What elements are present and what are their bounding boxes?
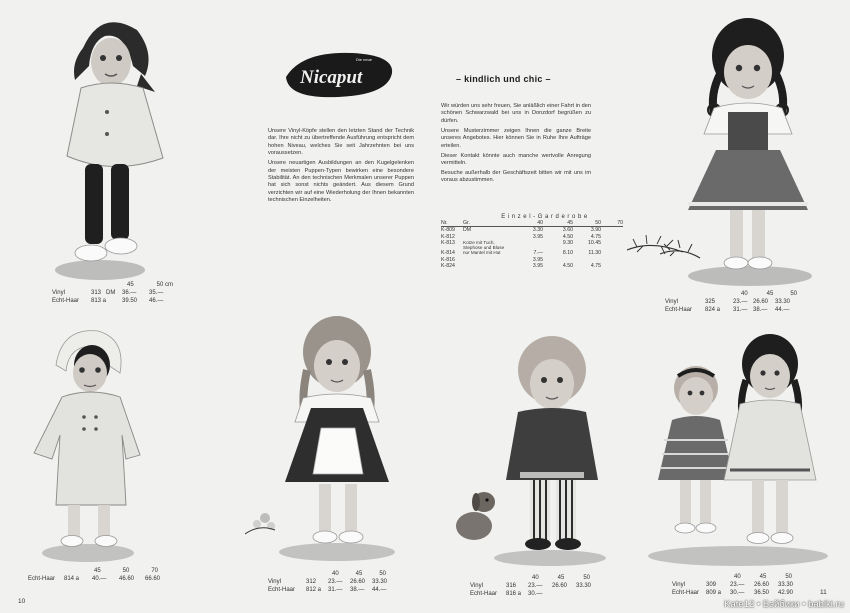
size-label: 50 <box>122 568 130 574</box>
table-header-cell: Gr. <box>463 220 513 227</box>
paragraph: Unsere neuartigen Ausbildungen an den Kugelgelenken der meisten Puppen-Typen bewirken eine besondere Stabilität. An den technischen Merkmalen unserer Puppen hat sich sonst nichts geändert. Aus diesem Grund verzichten wir auf eine Wiederholung der Ihnen bekannten technischen Einzelheiten. <box>268 160 414 204</box>
price-value: 35.— <box>149 290 164 296</box>
paragraph: Unsere Musterzimmer zeigen Ihnen die ganze Breite unseres Angebotes. Hier können Sie in Ruhe Ihre Aufträge erteilen. <box>441 127 591 149</box>
table-cell: 9.30 <box>562 240 573 247</box>
intro-text-left <box>268 128 414 207</box>
table-cell: 4.75 <box>590 233 601 240</box>
table-cell: 3.95 <box>532 256 543 263</box>
table-row <box>441 240 623 250</box>
price-value: 23.— <box>730 582 745 588</box>
price-value: 38.— <box>350 587 365 593</box>
table-cell: 4.50 <box>562 263 573 270</box>
table-header-cell: 70 <box>601 220 623 227</box>
table-cell <box>601 263 623 269</box>
size-label: 45 <box>557 575 565 581</box>
price-value: 66.60 <box>145 576 161 582</box>
table-header-cell: Nr. <box>441 220 463 227</box>
price-value: 46.60 <box>119 576 135 582</box>
price-value: 23.— <box>328 579 343 585</box>
price-number: 816 a <box>506 591 522 597</box>
table-cell: 4.50 <box>562 233 573 240</box>
size-label: 50 cm <box>156 282 174 288</box>
price-value: 44.— <box>775 307 790 313</box>
size-label: 50 <box>583 575 591 581</box>
price-value: 44.— <box>372 587 387 593</box>
garderobe-table <box>441 214 626 269</box>
garderobe-title: Einzel-Garderobe <box>501 214 590 220</box>
price-type: Vinyl <box>470 583 483 589</box>
table-cell <box>513 240 543 250</box>
price-value: 33.30 <box>576 583 592 589</box>
brand-logo <box>282 47 395 101</box>
price-value: 46.— <box>149 298 164 304</box>
table-cell: K-812 <box>441 233 455 240</box>
price-row <box>665 298 797 306</box>
price-value: 31.— <box>328 587 343 593</box>
price-size-row <box>672 573 793 581</box>
table-header-cell: 40 <box>513 220 543 227</box>
price-value: 30.— <box>528 591 543 597</box>
price-row <box>28 575 160 583</box>
price-type: Vinyl <box>672 582 685 588</box>
price-row <box>470 582 591 590</box>
price-row <box>665 306 797 314</box>
price-row <box>52 289 173 297</box>
size-label: 70 <box>151 568 159 574</box>
intro-text-right <box>441 103 591 187</box>
table-cell: K-809 <box>441 227 455 234</box>
table-cell: 3.95 <box>532 263 543 270</box>
price-type: Echt-Haar <box>28 576 56 582</box>
price-value: 23.— <box>733 299 748 305</box>
table-cell: 11.30 <box>588 250 601 257</box>
table-header-row <box>441 220 623 227</box>
twig-decoration <box>625 230 685 260</box>
size-label: 45 <box>355 571 363 577</box>
size-label: 45 <box>759 574 767 580</box>
table-cell <box>601 227 623 234</box>
price-number: 824 a <box>705 307 721 313</box>
price-value: 38.— <box>753 307 768 313</box>
price-value: 26.60 <box>753 299 769 305</box>
price-type: Echt-Haar <box>665 307 693 313</box>
price-number: 813 a <box>91 298 107 304</box>
doll-photo-bottom-4 <box>638 330 838 572</box>
table-cell: 3.90 <box>590 227 601 234</box>
size-label: 50 <box>790 291 798 297</box>
doll-photo-bottom-1 <box>22 325 152 565</box>
price-value: 33.30 <box>775 299 791 305</box>
price-value: 26.60 <box>350 579 366 585</box>
price-size-row <box>268 570 387 578</box>
price-row <box>470 590 591 598</box>
table-header-cell: 50 <box>573 220 601 227</box>
size-label: 40 <box>332 571 339 577</box>
price-type: Echt-Haar <box>470 591 498 597</box>
table-cell: K-824 <box>441 263 455 270</box>
price-number: 313 <box>91 290 102 296</box>
table-cell <box>601 240 623 250</box>
size-label: 40 <box>741 291 748 297</box>
price-value: 36.— <box>122 290 137 296</box>
price-size-row <box>470 574 591 582</box>
price-value: 42.90 <box>778 590 794 596</box>
price-type: Vinyl <box>665 299 678 305</box>
table-cell: 3.30 <box>532 227 543 234</box>
price-type: Vinyl <box>268 579 281 585</box>
price-number: 812 a <box>306 587 322 593</box>
price-type: Echt-Haar <box>268 587 296 593</box>
size-label: 40 <box>532 575 539 581</box>
size-label: 40 <box>734 574 741 580</box>
tagline: – kindlich und chic – <box>456 74 551 84</box>
price-number: 309 <box>706 582 717 588</box>
price-value: 39.50 <box>122 298 138 304</box>
price-row <box>672 581 793 589</box>
price-value: 23.— <box>528 583 543 589</box>
table-cell <box>463 263 513 269</box>
table-header-cell: 45 <box>543 220 573 227</box>
table-cell: DM <box>463 227 472 234</box>
paragraph: Dieser Kontakt könnte auch manche wertvolle Anregung vermitteln. <box>441 152 591 167</box>
price-number: 809 a <box>706 590 722 596</box>
size-label: 50 <box>379 571 387 577</box>
price-value: 33.30 <box>372 579 388 585</box>
table-row <box>441 263 623 269</box>
brand-kicker: Die neue <box>356 57 373 62</box>
price-value: 33.30 <box>778 582 794 588</box>
price-value: 40.— <box>92 576 107 582</box>
table-cell: K-813 <box>441 240 455 247</box>
price-value: 30.— <box>730 590 745 596</box>
paragraph: Besuche außerhalb der Geschäftszeit bitten wir mit uns im voraus abzustimmen. <box>441 170 591 184</box>
page-number-right: 11 <box>820 589 827 596</box>
price-size-row <box>52 281 173 289</box>
doll-photo-top-right <box>660 14 835 289</box>
price-currency: DM <box>106 290 116 296</box>
table-cell: 7.— <box>533 250 543 257</box>
table-cell: 3.60 <box>562 227 573 234</box>
table-cell: Kotze mit Tuch, Stephose und Bluse <box>463 240 505 251</box>
size-label: 45 <box>94 568 101 574</box>
price-value: 36.50 <box>754 590 770 596</box>
table-cell: 3.95 <box>532 233 543 240</box>
price-type: Vinyl <box>52 290 65 296</box>
doll-photo-top-left <box>45 8 185 283</box>
paragraph: Wir würden uns sehr freuen, Sie anläßlich einer Fahrt in den schönen Schwarzwald bei uns in Donzdorf begrüßen zu dürfen. <box>441 103 591 124</box>
price-row <box>52 297 173 305</box>
price-value: 26.60 <box>754 582 770 588</box>
brand-name: Nicaput <box>300 67 363 88</box>
price-caption-bottom-1 <box>28 567 160 583</box>
table-cell: 10.45 <box>588 240 601 247</box>
price-number: 316 <box>506 583 517 589</box>
price-number: 325 <box>705 299 716 305</box>
watermark: Kate12 • Бэйбики • babiki.ru <box>724 599 844 610</box>
doll-photo-bottom-3 <box>440 330 625 570</box>
price-value: 26.60 <box>552 583 568 589</box>
price-type: Echt-Haar <box>52 298 80 304</box>
price-caption-top-left <box>52 281 173 305</box>
table-cell: 4.75 <box>590 263 601 270</box>
price-size-row <box>665 290 797 298</box>
price-type: Echt-Haar <box>672 590 700 596</box>
price-caption-bottom-2 <box>268 570 387 594</box>
page-number-left: 10 <box>18 598 26 605</box>
price-caption-bottom-4 <box>672 573 793 597</box>
price-caption-bottom-3 <box>470 574 591 598</box>
size-label: 45 <box>766 291 774 297</box>
doll-photo-bottom-2 <box>245 312 415 567</box>
price-value: 31.— <box>733 307 748 313</box>
paragraph: Unsere Vinyl-Köpfe stellen den letzten Stand der Technik dar. Ihre nicht zu übertreffende Ausführung entspricht dem hohen Niveau, welches Sie seit Jahrzehnten bei uns voraussetzen. <box>268 128 414 157</box>
price-number: 312 <box>306 579 317 585</box>
table-cell: K-816 <box>441 256 455 263</box>
price-row <box>268 586 387 594</box>
price-row <box>672 589 793 597</box>
table-cell: 8.10 <box>562 250 573 257</box>
table-row <box>441 227 623 234</box>
price-caption-top-right <box>665 290 797 314</box>
size-label: 50 <box>785 574 793 580</box>
price-size-row <box>28 567 160 575</box>
size-label: 45 <box>127 282 134 288</box>
table-cell: K-814 <box>441 250 455 257</box>
price-row <box>268 578 387 586</box>
table-cell: nur Mantel mit Hut <box>463 250 501 256</box>
price-number: 814 a <box>64 576 80 582</box>
